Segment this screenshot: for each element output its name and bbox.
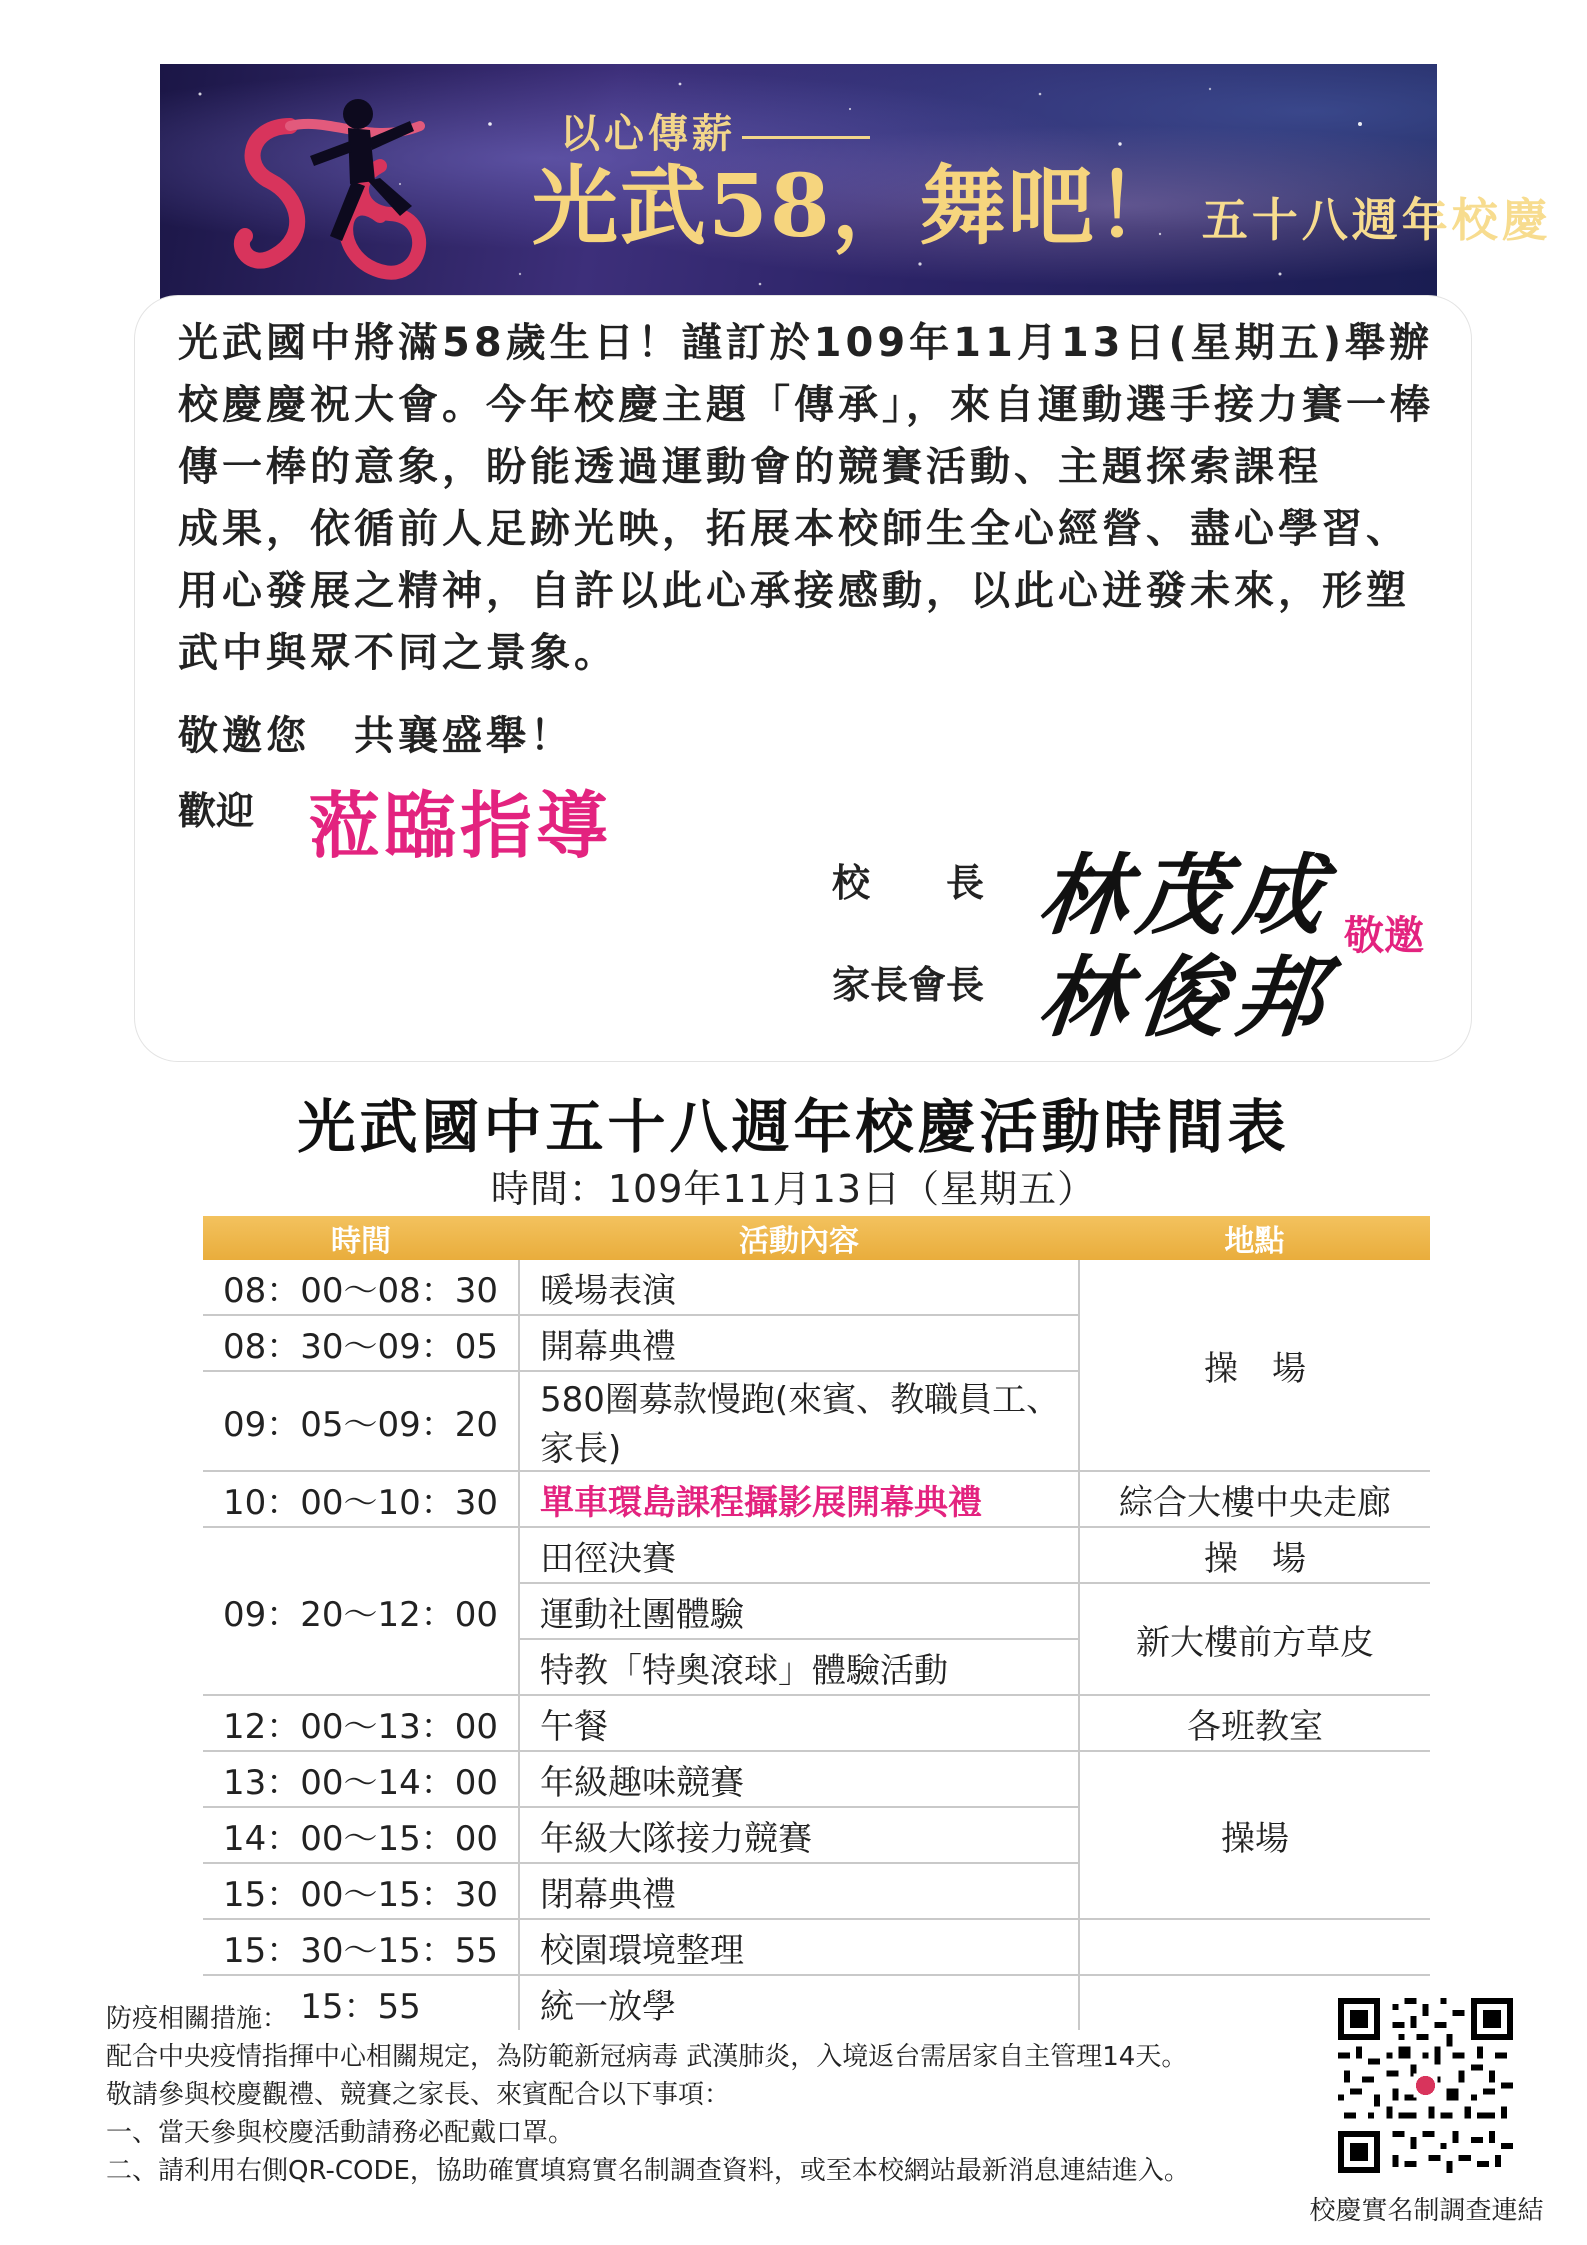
schedule-table xyxy=(203,1216,1430,2030)
banner-tagline: 以心傳薪 xyxy=(560,102,870,159)
notes-line: 二、請利用右側QR-CODE，協助確實填寫實名制調查資料，或至本校網站最新消息連結進入。 xyxy=(106,2156,1190,2186)
activity-cell: 運動社團體驗 xyxy=(519,1583,1079,1639)
time-cell: 12：00～13：00 xyxy=(203,1695,519,1751)
invitation-paragraph xyxy=(178,312,1438,684)
place-cell: 操 場 xyxy=(1079,1527,1430,1583)
table-row xyxy=(203,1751,1430,1807)
qr-code-icon[interactable] xyxy=(1338,1998,1513,2173)
invitation-line: 用心發展之精神，自許以此心承接感動，以此心迸發未來，形塑 xyxy=(178,568,1410,614)
banner-title-main: 光武58，舞吧！ xyxy=(532,156,1184,257)
table-row xyxy=(203,1527,1430,1583)
place-cell: 操 場 xyxy=(1079,1260,1430,1471)
activity-cell-highlight: 單車環島課程攝影展開幕典禮 xyxy=(519,1471,1079,1527)
time-cell: 09：20～12：00 xyxy=(203,1527,519,1695)
epidemic-notes xyxy=(106,2000,1190,2190)
schedule-title: 光武國中五十八週年校慶活動時間表 xyxy=(297,1093,1290,1161)
activity-cell: 統一放學 xyxy=(519,1975,1079,2030)
time-cell: 15：55 xyxy=(203,1975,519,2030)
invitation-line: 武中與眾不同之景象。 xyxy=(178,630,618,676)
time-cell: 14：00～15：00 xyxy=(203,1807,519,1863)
schedule-date: 時間：109年11月13日（星期五） xyxy=(490,1167,1097,1211)
invitation-line: 傳一棒的意象，盼能透過運動會的競賽活動、主題探索課程 xyxy=(178,444,1322,490)
welcome-label: 歡迎 xyxy=(178,789,255,833)
parent-chair-signature: 林俊邦 xyxy=(1033,945,1339,1049)
table-row xyxy=(203,1260,1430,1315)
notes-line: 一、當天參與校慶活動請務必配戴口罩。 xyxy=(106,2118,575,2148)
activity-cell: 特教「特奧滾球」體驗活動 xyxy=(519,1639,1079,1695)
parent-chair-label: 家長會長 xyxy=(832,963,985,1007)
banner-title xyxy=(532,156,1552,257)
header-activity: 活動內容 xyxy=(519,1216,1079,1260)
place-cell: 各班教室 xyxy=(1079,1695,1430,1751)
activity-cell: 閉幕典禮 xyxy=(519,1863,1079,1919)
activity-cell: 年級趣味競賽 xyxy=(519,1751,1079,1807)
table-row xyxy=(203,1695,1430,1751)
respect-mark: 敬邀 xyxy=(1344,913,1424,959)
activity-cell: 暖場表演 xyxy=(519,1260,1079,1315)
invite-line: 敬邀您 共襄盛舉！ xyxy=(178,713,574,759)
place-cell: 新大樓前方草皮 xyxy=(1079,1583,1430,1695)
time-cell: 15：00～15：30 xyxy=(203,1863,519,1919)
place-cell: 操場 xyxy=(1079,1751,1430,1919)
table-row xyxy=(203,1471,1430,1527)
schedule-header-row xyxy=(203,1216,1430,1260)
notes-heading: 防疫相關措施： xyxy=(106,2004,289,2034)
time-cell: 08：00～08：30 xyxy=(203,1260,519,1315)
notes-line: 配合中央疫情指揮中心相關規定，為防範新冠病毒 武漢肺炎，入境返台需居家自主管理14天。 xyxy=(106,2042,1188,2072)
time-cell: 10：00～10：30 xyxy=(203,1471,519,1527)
activity-cell: 校園環境整理 xyxy=(519,1919,1079,1975)
header-place: 地點 xyxy=(1079,1216,1430,1260)
qr-caption: 校慶實名制調查連結 xyxy=(1309,2196,1544,2226)
time-cell: 13：00～14：00 xyxy=(203,1751,519,1807)
activity-cell: 年級大隊接力競賽 xyxy=(519,1807,1079,1863)
time-cell: 15：30～15：55 xyxy=(203,1919,519,1975)
header-time: 時間 xyxy=(203,1216,519,1260)
table-row xyxy=(203,1919,1430,1975)
principal-signature: 林茂成 xyxy=(1033,843,1339,947)
place-cell-empty xyxy=(1079,1919,1430,1975)
activity-cell: 午餐 xyxy=(519,1695,1079,1751)
principal-label: 校 長 xyxy=(832,861,985,905)
time-cell: 08：30～09：05 xyxy=(203,1315,519,1371)
invitation-line: 校慶慶祝大會。今年校慶主題「傳承」，來自運動選手接力賽一棒 xyxy=(178,382,1434,428)
invitation-line: 成果，依循前人足跡光映，拓展本校師生全心經營、盡心學習、 xyxy=(178,506,1410,552)
guide-highlight: 蒞臨指導 xyxy=(308,783,613,868)
anniversary-banner xyxy=(160,64,1552,300)
activity-cell: 田徑決賽 xyxy=(519,1527,1079,1583)
banner-title-sub: 五十八週年校慶 xyxy=(1201,193,1552,247)
place-cell: 綜合大樓中央走廊 xyxy=(1079,1471,1430,1527)
activity-cell: 開幕典禮 xyxy=(519,1315,1079,1371)
dancer-58-logo xyxy=(230,86,450,291)
activity-cell: 580圈募款慢跑(來賓、教職員工、家長) xyxy=(519,1371,1079,1471)
time-cell: 09：05～09：20 xyxy=(203,1371,519,1471)
invitation-line: 光武國中將滿58歲生日！謹訂於109年11月13日(星期五)舉辦 xyxy=(178,320,1434,366)
notes-line: 敬請參與校慶觀禮、競賽之家長、來賓配合以下事項： xyxy=(106,2080,731,2110)
